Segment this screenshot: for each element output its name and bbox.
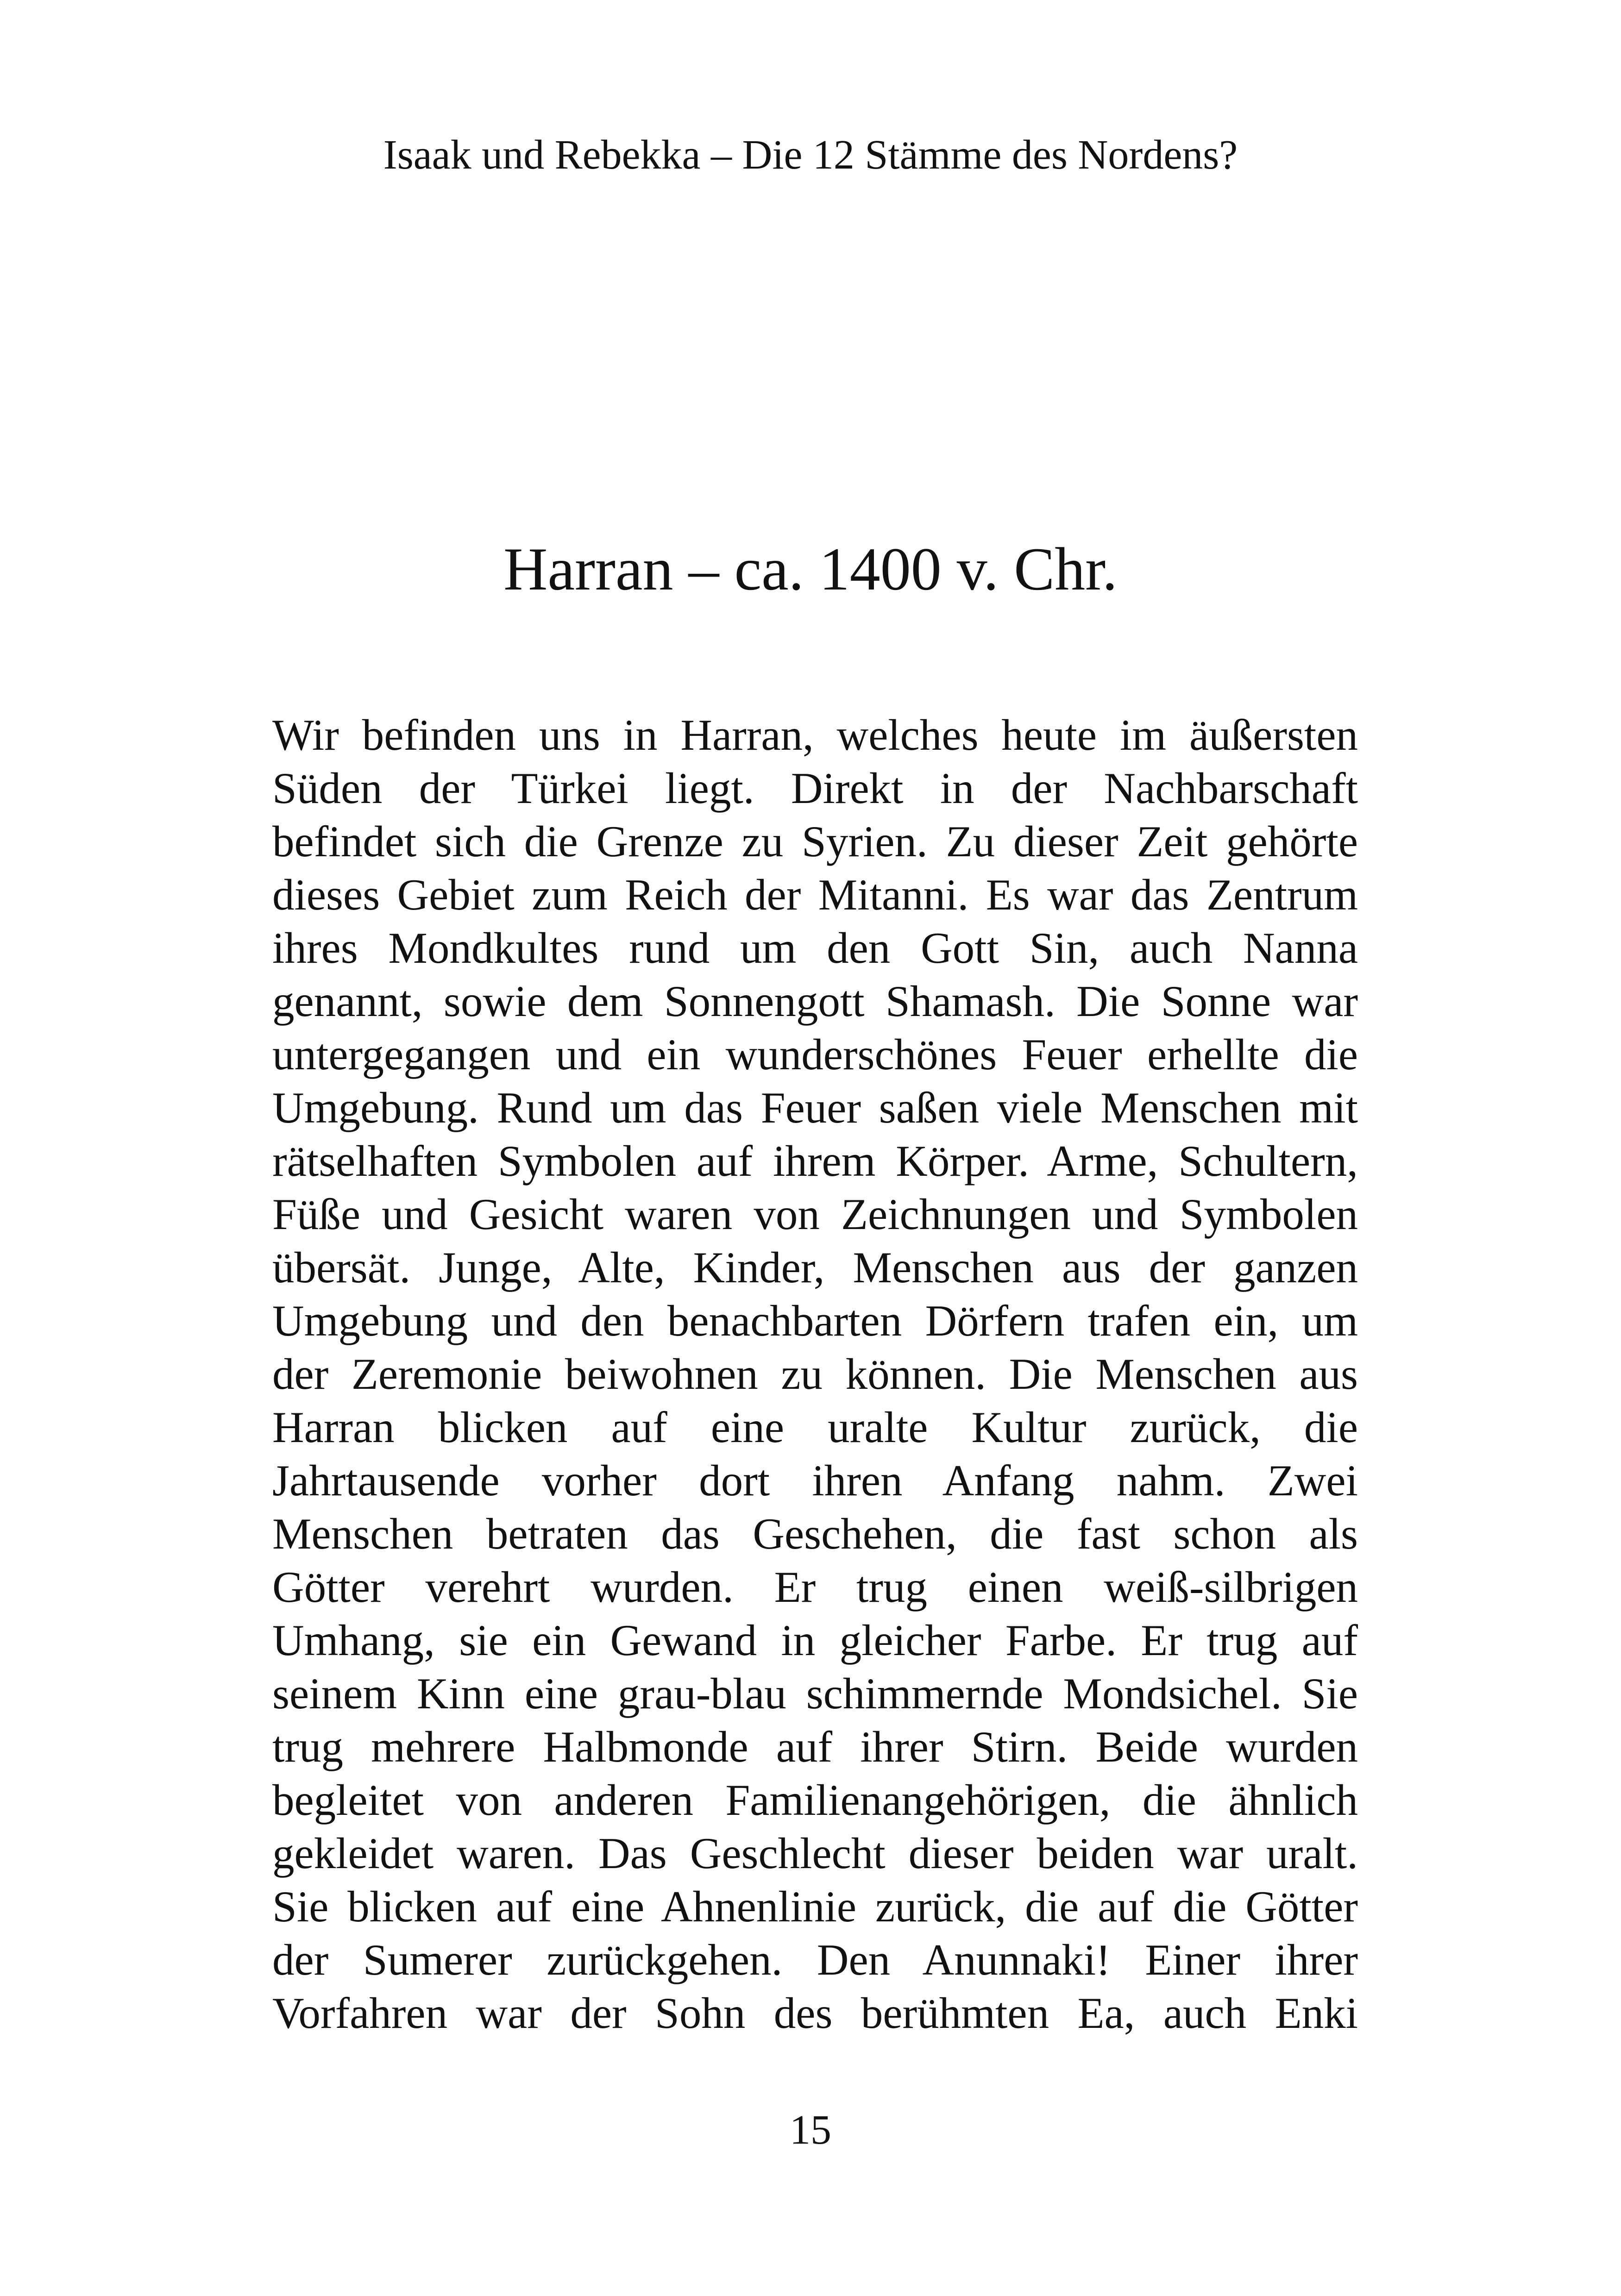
body-line: Vorfahren war der Sohn des berühmten Ea, auch Enki (272, 1989, 1358, 2038)
body-line: Süden der Türkei liegt. Direkt in der Nachbarschaft (272, 764, 1358, 813)
body-line: ihres Mondkultes rund um den Gott Sin, auch Nanna (272, 923, 1358, 972)
body-line: seinem Kinn eine grau-blau schimmernde Mondsichel. Sie (272, 1669, 1358, 1718)
running-header: Isaak und Rebekka – Die 12 Stämme des Nordens? (383, 132, 1238, 178)
body-line: Götter verehrt wurden. Er trug einen weiß-silbrigen (272, 1562, 1358, 1612)
body-line: Füße und Gesicht waren von Zeichnungen und Symbolen (272, 1190, 1358, 1239)
chapter-title: Harran – ca. 1400 v. Chr. (503, 535, 1118, 603)
body-line: untergegangen und ein wunderschönes Feuer erhellte die (272, 1030, 1358, 1079)
body-line: Umgebung und den benachbarten Dörfern trafen ein, um (272, 1296, 1358, 1345)
body-line: begleitet von anderen Familienangehörigen, die ähnlich (272, 1775, 1358, 1825)
body-line: Umgebung. Rund um das Feuer saßen viele Menschen mit (272, 1083, 1358, 1132)
body-line: gekleidet waren. Das Geschlecht dieser beiden war uralt. (272, 1829, 1358, 1878)
body-text (272, 709, 1358, 2040)
body-line: rätselhaften Symbolen auf ihrem Körper. Arme, Schultern, (272, 1136, 1358, 1186)
body-line: Umhang, sie ein Gewand in gleicher Farbe. Er trug auf (272, 1616, 1358, 1665)
body-line: genannt, sowie dem Sonnengott Shamash. Die Sonne war (272, 977, 1358, 1026)
body-line: Wir befinden uns in Harran, welches heute im äußersten (272, 710, 1358, 759)
body-line: trug mehrere Halbmonde auf ihrer Stirn. Beide wurden (272, 1722, 1358, 1771)
body-line: Menschen betraten das Geschehen, die fast schon als (272, 1509, 1358, 1558)
body-line: befindet sich die Grenze zu Syrien. Zu dieser Zeit gehörte (272, 817, 1358, 866)
body-line: Sie blicken auf eine Ahnenlinie zurück, die auf die Götter (272, 1882, 1358, 1931)
body-line: der Zeremonie beiwohnen zu können. Die Menschen aus (272, 1349, 1358, 1399)
body-line: der Sumerer zurückgehen. Den Anunnaki! Einer ihrer (272, 1935, 1358, 1984)
body-line: Jahrtausende vorher dort ihren Anfang nahm. Zwei (272, 1456, 1358, 1505)
body-line: übersät. Junge, Alte, Kinder, Menschen aus der ganzen (272, 1243, 1358, 1292)
body-line: Harran blicken auf eine uralte Kultur zurück, die (272, 1403, 1358, 1452)
page-number: 15 (790, 2107, 831, 2153)
body-line: dieses Gebiet zum Reich der Mitanni. Es war das Zentrum (272, 870, 1358, 919)
